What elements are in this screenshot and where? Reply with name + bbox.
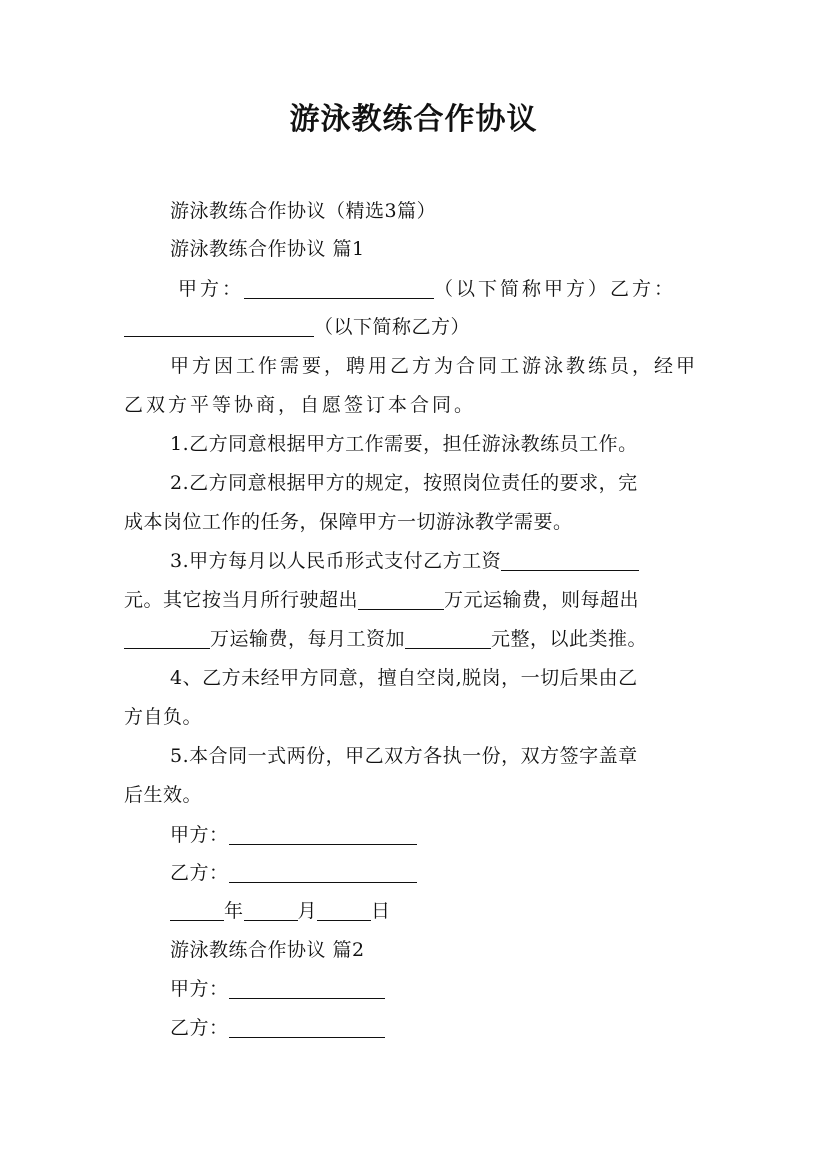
- clause-2-line-2: 成本岗位工作的任务，保障甲方一切游泳教学需要。: [124, 511, 573, 533]
- section-2-party-b-label: 乙方：: [170, 1017, 229, 1039]
- intro-line-1: 甲方因工作需要，聘用乙方为合同工游泳教练员，经甲: [170, 355, 699, 377]
- signature-party-b-blank: [229, 862, 417, 883]
- section-2-party-a: [170, 976, 385, 1002]
- clause-3-text-d: 万运输费，每月工资加: [210, 628, 406, 650]
- signature-party-a-blank: [229, 824, 417, 845]
- signature-party-a: [170, 822, 417, 848]
- clause-3-line-2: [124, 587, 639, 613]
- excess-blank: [124, 628, 210, 649]
- party-b-blank: [124, 316, 314, 337]
- section-heading-1: 游泳教练合作协议 篇1: [170, 238, 365, 260]
- bonus-blank: [405, 628, 491, 649]
- clause-3-line-1: [170, 548, 639, 574]
- clause-5-line-1: 5.本合同一式两份，甲乙双方各执一份，双方签字盖章: [170, 745, 638, 767]
- month-label: 月: [297, 900, 318, 922]
- clause-3-text-e: 元整，以此类推。: [491, 628, 648, 650]
- clause-4-line-1: 4、乙方未经甲方同意，擅自空岗,脱岗，一切后果由乙: [170, 667, 638, 689]
- party-a-label: 甲方：: [178, 278, 245, 300]
- signature-party-b: [170, 860, 417, 886]
- section-2-party-b-blank: [229, 1017, 385, 1038]
- clause-3-text-b: 元。其它按当月所行驶超出: [124, 589, 359, 611]
- party-b-note: （以下简称乙方）: [314, 316, 471, 338]
- day-label: 日: [371, 900, 391, 922]
- clause-4-line-2: 方自负。: [124, 706, 203, 728]
- document-title: 游泳教练合作协议: [289, 102, 538, 137]
- salary-blank: [501, 550, 639, 571]
- parties-line-1: [178, 276, 676, 302]
- day-blank: [317, 900, 371, 921]
- clause-5-line-2: 后生效。: [124, 784, 203, 806]
- section-2-party-a-blank: [229, 978, 385, 999]
- section-2-party-a-label: 甲方：: [170, 978, 229, 1000]
- month-blank: [244, 900, 298, 921]
- distance-blank: [358, 589, 444, 610]
- clause-3-text-c: 万元运输费，则每超出: [444, 589, 640, 611]
- party-a-note: （以下简称甲方）乙方：: [434, 278, 677, 300]
- year-blank: [170, 900, 224, 921]
- clause-1: 1.乙方同意根据甲方工作需要，担任游泳教练员工作。: [170, 433, 638, 455]
- clause-3-text-a: 3.甲方每月以人民币形式支付乙方工资: [170, 550, 502, 572]
- section-heading-2: 游泳教练合作协议 篇2: [170, 939, 365, 961]
- section-2-party-b: [170, 1015, 385, 1041]
- parties-line-2: [124, 314, 470, 340]
- year-label: 年: [224, 900, 244, 922]
- signature-party-b-label: 乙方：: [170, 862, 229, 884]
- clause-3-line-3: [124, 626, 647, 652]
- intro-line-2: 乙双方平等协商，自愿签订本合同。: [124, 394, 477, 416]
- clause-2-line-1: 2.乙方同意根据甲方的规定，按照岗位责任的要求，完: [170, 472, 638, 494]
- document-subtitle: 游泳教练合作协议（精选3篇）: [170, 200, 437, 222]
- signature-date: [170, 898, 391, 924]
- party-a-blank: [244, 278, 434, 299]
- signature-party-a-label: 甲方：: [170, 824, 229, 846]
